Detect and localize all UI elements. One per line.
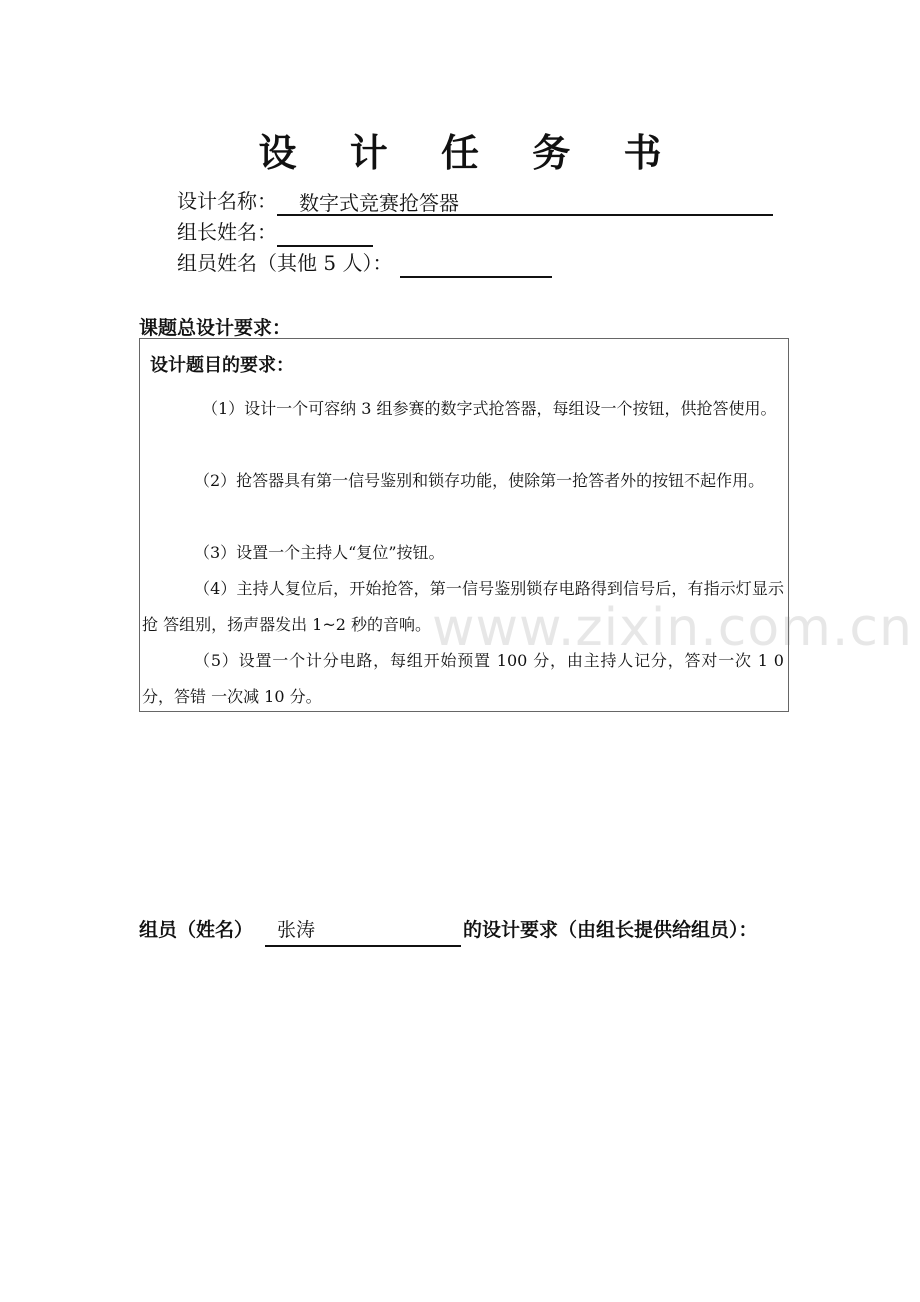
design-name-label: 设计名称： <box>177 189 277 213</box>
member-prefix: 组员（姓名） <box>139 919 254 941</box>
requirement-item-1: （1）设计一个可容纳 3 组参赛的数字式抢答器，每组设一个按钮，供抢答使用。 <box>202 399 777 418</box>
page-title: 设 计 任 务 书 <box>258 131 682 175</box>
requirement-item-2: （2）抢答器具有第一信号鉴别和锁存功能，使除第一抢答者外的按钮不起作用。 <box>194 471 765 490</box>
members-label: 组员姓名（其他 5 人）： <box>177 251 393 275</box>
member-requirements-heading <box>139 915 789 947</box>
member-suffix: 的设计要求（由组长提供给组员）： <box>463 919 758 941</box>
requirement-item-4: （4）主持人复位后，开始抢答，第一信号鉴别锁存电路得到信号后，有指示灯显示抢 答组别，扬声器发出 1~2 秒的音响。 <box>142 579 784 634</box>
leader-label: 组长姓名： <box>177 220 277 244</box>
member-name: 张涛 <box>265 915 461 947</box>
leader-value <box>277 219 373 247</box>
watermark: www.zixin.com.cn <box>432 598 913 658</box>
requirements-box-heading: 设计题目的要求： <box>150 355 294 376</box>
requirement-item-3: （3）设置一个主持人“复位”按钮。 <box>194 543 445 562</box>
requirements-heading: 课题总设计要求： <box>139 317 292 339</box>
members-row <box>177 248 552 278</box>
members-value <box>400 250 552 278</box>
requirement-item-5: （5）设置一个计分电路，每组开始预置 100 分，由主持人记分，答对一次 1 0 分，答错 一次减 10 分。 <box>142 651 784 706</box>
design-name-row <box>177 186 773 216</box>
design-name-value: 数字式竞赛抢答器 <box>277 190 773 216</box>
leader-row <box>177 217 373 247</box>
